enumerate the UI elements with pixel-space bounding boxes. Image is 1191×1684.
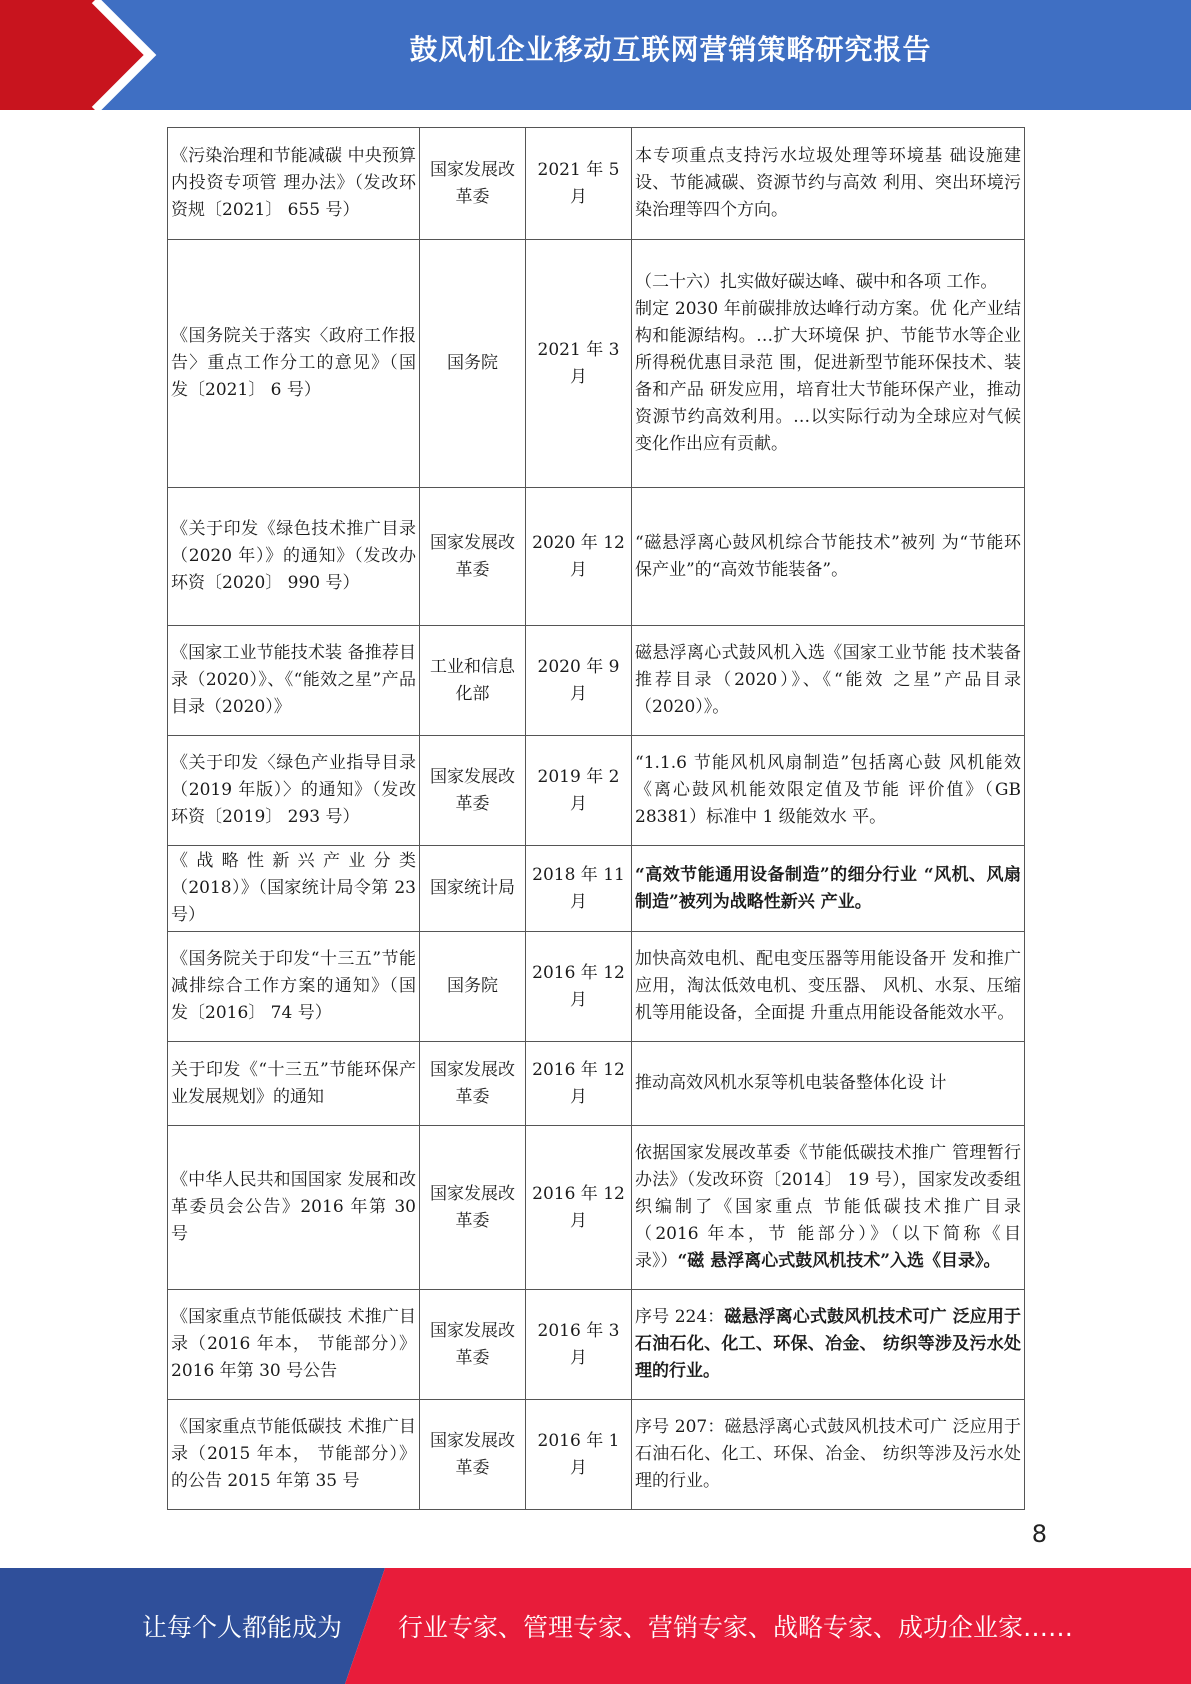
policy-content-cell <box>632 932 1025 1042</box>
issuing-authority-cell: 工业和信息化部 <box>420 626 526 736</box>
policy-document-cell: 《国家重点节能低碳技 术推广目录（2015 年本， 节能部分）》的公告 2015 年第 35 号 <box>168 1400 420 1510</box>
policy-row <box>168 1400 1025 1510</box>
policy-row <box>168 846 1025 932</box>
policy-row <box>168 736 1025 846</box>
content-text-bold: 磁悬浮离心式鼓风机技术可广 泛应用于石油石化、化工、环保、冶金、 纺织等涉及污水处理的行业。 <box>635 1307 1021 1381</box>
policy-content-cell <box>632 128 1025 240</box>
policy-document-cell: 《关于印发〈绿色产业指导目录（2019 年版）〉的通知》（发改环资〔2019〕 293 号） <box>168 736 420 846</box>
policy-content-cell <box>632 1400 1025 1510</box>
issue-date-cell: 2016 年 3 月 <box>526 1290 632 1400</box>
content-text-bold: “磁 悬浮离心式鼓风机技术”入选《目录》。 <box>677 1251 1001 1271</box>
policy-document-cell: 《国务院关于落实〈政府工作报告〉重点工作分工的意见》（国发〔2021〕 6 号） <box>168 240 420 488</box>
page-number: 8 <box>1031 1520 1047 1548</box>
policy-row <box>168 240 1025 488</box>
issuing-authority-cell: 国家发展改革委 <box>420 1126 526 1290</box>
report-title: 鼓风机企业移动互联网营销策略研究报告 <box>409 33 932 66</box>
issue-date-cell: 2021 年 5 月 <box>526 128 632 240</box>
policy-content-cell <box>632 1290 1025 1400</box>
policy-row <box>168 932 1025 1042</box>
content-text-bold: “高效节能通用设备制造”的细分行业 “风机、风扇制造”被列为战略性新兴 产业。 <box>635 864 1021 912</box>
issue-date-cell: 2020 年 9 月 <box>526 626 632 736</box>
policy-content-cell <box>632 240 1025 488</box>
policy-document-cell: 《污染治理和节能减碳 中央预算内投资专项管 理办法》（发改环资规〔2021〕 655 号） <box>168 128 420 240</box>
content-text: “磁悬浮离心鼓风机综合节能技术”被列 为“节能环保产业”的“高效节能装备”。 <box>635 532 1021 580</box>
issue-date-cell: 2016 年 12 月 <box>526 932 632 1042</box>
policy-document-cell: 《国家重点节能低碳技 术推广目录（2016 年本， 节能部分）》2016 年第 30 号公告 <box>168 1290 420 1400</box>
policy-document-cell: 《中华人民共和国国家 发展和改革委员会公告》2016 年第 30 号 <box>168 1126 420 1290</box>
issuing-authority-cell: 国家发展改革委 <box>420 1400 526 1510</box>
policy-content-cell <box>632 846 1025 932</box>
issuing-authority-cell: 国务院 <box>420 240 526 488</box>
content-text: 序号 207：磁悬浮离心式鼓风机技术可广 泛应用于石油石化、化工、环保、冶金、 纺织等涉及污水处理的行业。 <box>635 1417 1021 1491</box>
content-text: （二十六）扎实做好碳达峰、碳中和各项 工作。 制定 2030 年前碳排放达峰行动方案。优 化产业结构和能源结构。…扩大环境保 护、节能节水等企业所得税优惠目录范 围，促进新型节能环保技术、装备和产品 研发应用，培育壮大节能环保产业，推动 资源节约高效利用。…以实际行动为全球应对气候变化作出应有贡献。 <box>635 272 1021 454</box>
policy-document-cell: 《国务院关于印发“十三五”节能减排综合工作方案的通知》（国发〔2016〕 74 号） <box>168 932 420 1042</box>
issuing-authority-cell: 国家发展改革委 <box>420 1290 526 1400</box>
content-text: 推动高效风机水泵等机电装备整体化设 计 <box>635 1073 947 1093</box>
policy-row <box>168 1042 1025 1126</box>
issue-date-cell: 2019 年 2 月 <box>526 736 632 846</box>
policy-row <box>168 488 1025 626</box>
issuing-authority-cell: 国家发展改革委 <box>420 128 526 240</box>
policy-row <box>168 128 1025 240</box>
issue-date-cell: 2021 年 3 月 <box>526 240 632 488</box>
policy-content-cell <box>632 488 1025 626</box>
content-text: 本专项重点支持污水垃圾处理等环境基 础设施建设、节能减碳、资源节约与高效 利用、突出环境污染治理等四个方向。 <box>635 146 1021 220</box>
content-text: “1.1.6 节能风机风扇制造”包括离心鼓 风机能效《离心鼓风机能效限定值及节能 评价值》（GB 28381）标准中 1 级能效水 平。 <box>635 753 1021 827</box>
policy-document-cell: 《战略性新兴产业分类（2018）》（国家统计局令第 23 号） <box>168 846 420 932</box>
issue-date-cell: 2020 年 12 月 <box>526 488 632 626</box>
issuing-authority-cell: 国家发展改革委 <box>420 1042 526 1126</box>
policy-row <box>168 626 1025 736</box>
policy-document-cell: 关于印发《“十三五”节能环保产业发展规划》的通知 <box>168 1042 420 1126</box>
policy-row <box>168 1126 1025 1290</box>
issue-date-cell: 2016 年 12 月 <box>526 1042 632 1126</box>
page-header <box>0 0 1191 110</box>
issuing-authority-cell: 国家发展改革委 <box>420 736 526 846</box>
policy-content-cell <box>632 1126 1025 1290</box>
issuing-authority-cell: 国务院 <box>420 932 526 1042</box>
policy-table-body <box>168 128 1025 1510</box>
policy-table <box>167 127 1025 1510</box>
issue-date-cell: 2018 年 11 月 <box>526 846 632 932</box>
policy-row <box>168 1290 1025 1400</box>
issue-date-cell: 2016 年 1 月 <box>526 1400 632 1510</box>
issuing-authority-cell: 国家发展改革委 <box>420 488 526 626</box>
issuing-authority-cell: 国家统计局 <box>420 846 526 932</box>
issue-date-cell: 2016 年 12 月 <box>526 1126 632 1290</box>
policy-content-cell <box>632 736 1025 846</box>
content-text: 序号 224： <box>635 1307 725 1327</box>
policy-document-cell: 《国家工业节能技术装 备推荐目录（2020）》、《“能效之星”产品目录（2020）》 <box>168 626 420 736</box>
content-text: 磁悬浮离心式鼓风机入选《国家工业节能 技术装备推荐目录（2020）》、《“能效 之星”产品目录（2020）》。 <box>635 643 1021 717</box>
policy-content-cell <box>632 1042 1025 1126</box>
content-text: 依据国家发展改革委《节能低碳技术推广 管理暂行办法》（发改环资〔2014〕 19 号），国家发改委组织编制了《国家重点 节能低碳技术推广目录（2016 年本，节 能部分）》（以下简称《目录》） <box>635 1143 1021 1271</box>
policy-document-cell: 《关于印发《绿色技术推广目录（2020 年）》的通知》（发改办环资〔2020〕 990 号） <box>168 488 420 626</box>
page-footer <box>0 1568 1191 1684</box>
footer-slogan-right: 行业专家、管理专家、营销专家、战略专家、成功企业家…… <box>398 1613 1074 1642</box>
policy-content-cell <box>632 626 1025 736</box>
content-text: 加快高效电机、配电变压器等用能设备开 发和推广应用，淘汰低效电机、变压器、 风机、水泵、压缩机等用能设备，全面提 升重点用能设备能效水平。 <box>635 949 1021 1023</box>
footer-slogan-left: 让每个人都能成为 <box>142 1613 343 1642</box>
